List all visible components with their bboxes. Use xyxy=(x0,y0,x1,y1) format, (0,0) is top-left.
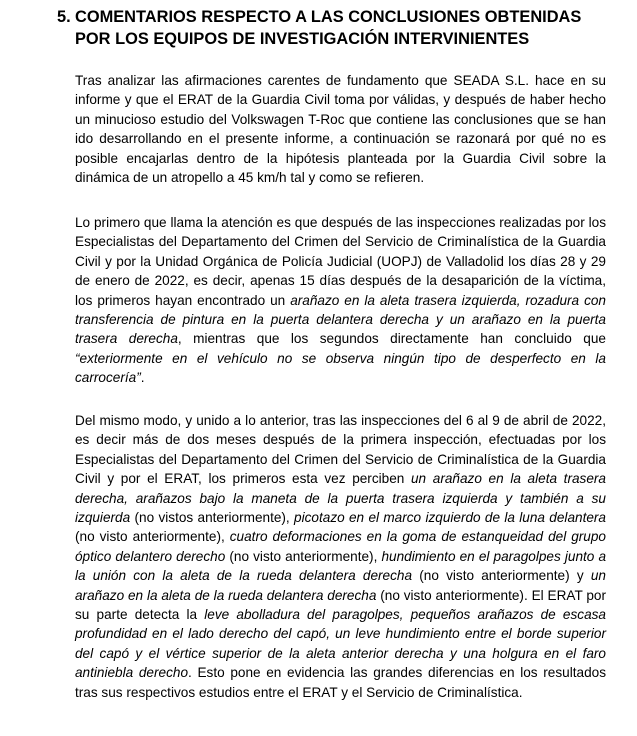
paragraph-1-text: Tras analizar las afirmaciones carentes de fundamento que SEADA S.L. hace en su informe y que el ERAT de la Guardia Civil toma por válidas, y después de haber hecho un minucioso estudio del Volkswagen T-Roc que contiene las conclusiones que se han ido desarrollando en el presente informe, a continuación se razonará por qué no es posible encajarlas dentro de la hipótesis planteada por la Guardia Civil sobre la dinámica de un atropello a 45 km/h tal y como se refieren. xyxy=(75,73,606,186)
section-number: 5. xyxy=(57,8,71,26)
paragraph-3-italic: picotazo en el marco izquierdo de la luna delantera xyxy=(294,510,606,526)
paragraph-1 xyxy=(75,71,606,187)
paragraph-3-italic: leve abolladura del paragolpes, pequeños arañazos de escasa profundidad en el lado derecho del capó, un leve hundimiento entre el borde superior del capó y el vértice superior de la aleta anterior derecha y una holgura en el faro antiniebla derecho xyxy=(75,607,606,681)
paragraph-2-text: , mientras que los segundos directamente han concluido que xyxy=(177,331,606,347)
paragraph-3-text: Del mismo modo, y unido a lo anterior, tras las inspecciones del 6 al 9 de abril de 2022, es decir más de dos meses después de la primera inspección, efectuadas por los Especialistas del Departamento del Crimen del Servicio de Criminalística de la Guardia Civil y por el ERAT, los primeros esta vez perciben xyxy=(75,413,606,487)
paragraph-3-italic: un arañazo en la aleta trasera derecha, arañazos bajo la maneta de la puerta trasera izquierda y también a su izquierda xyxy=(75,471,606,526)
paragraph-3-italic: cuatro deformaciones en la goma de estanqueidad del grupo óptico delantero derecho xyxy=(75,529,606,564)
paragraph-3 xyxy=(75,411,606,702)
section-title-line1: COMENTARIOS RESPECTO A LAS CONCLUSIONES OBTENIDAS xyxy=(75,8,582,26)
paragraph-2-italic-quote: “exteriormente en el vehículo no se observa ningún tipo de desperfecto en la carrocería” xyxy=(75,350,606,386)
paragraph-2-italic-damages: arañazo en la aleta trasera izquierda, rozadura con transferencia de pintura en la puerta delantera derecha y un arañazo en la puerta trasera derecha xyxy=(75,292,606,347)
paragraph-3-text: (no visto anteriormente). El ERAT por su parte detecta la xyxy=(75,587,607,623)
paragraph-3-text: (no visto anteriormente), xyxy=(225,548,382,564)
paragraph-3-text: (no vistos anteriormente), xyxy=(130,510,295,526)
paragraph-2-text: Lo primero que llama la atención es que después de las inspecciones realizadas por los Especialistas del Departamento del Crimen del Servicio de Criminalística de la Guardia Civil y por la Unidad Orgánica de Policía Judicial (UOPJ) de Valladolid los días 28 y 29 de enero de 2022, es decir, apenas 15 días después de la desaparición de la víctima, los primeros hayan encontrado un xyxy=(75,215,606,308)
section-heading xyxy=(57,6,617,50)
paragraph-2-text: . xyxy=(140,370,145,386)
paragraph-3-text: (no visto anteriormente), xyxy=(75,529,230,545)
section-title-line2: POR LOS EQUIPOS DE INVESTIGACIÓN INTERVINIENTES xyxy=(75,30,530,48)
paragraph-3-text: (no visto anteriormente) y xyxy=(412,568,591,584)
paragraph-3-italic: hundimiento en el paragolpes junto a la unión con la aleta de la rueda delantera derecha xyxy=(75,548,607,584)
paragraph-3-text: . Esto pone en evidencia las grandes diferencias en los resultados tras sus respectivos estudios entre el ERAT y el Servicio de Criminalística. xyxy=(75,665,606,700)
paragraph-3-italic: un arañazo en la aleta de la rueda delantera derecha xyxy=(75,568,606,603)
paragraph-2 xyxy=(75,213,606,388)
